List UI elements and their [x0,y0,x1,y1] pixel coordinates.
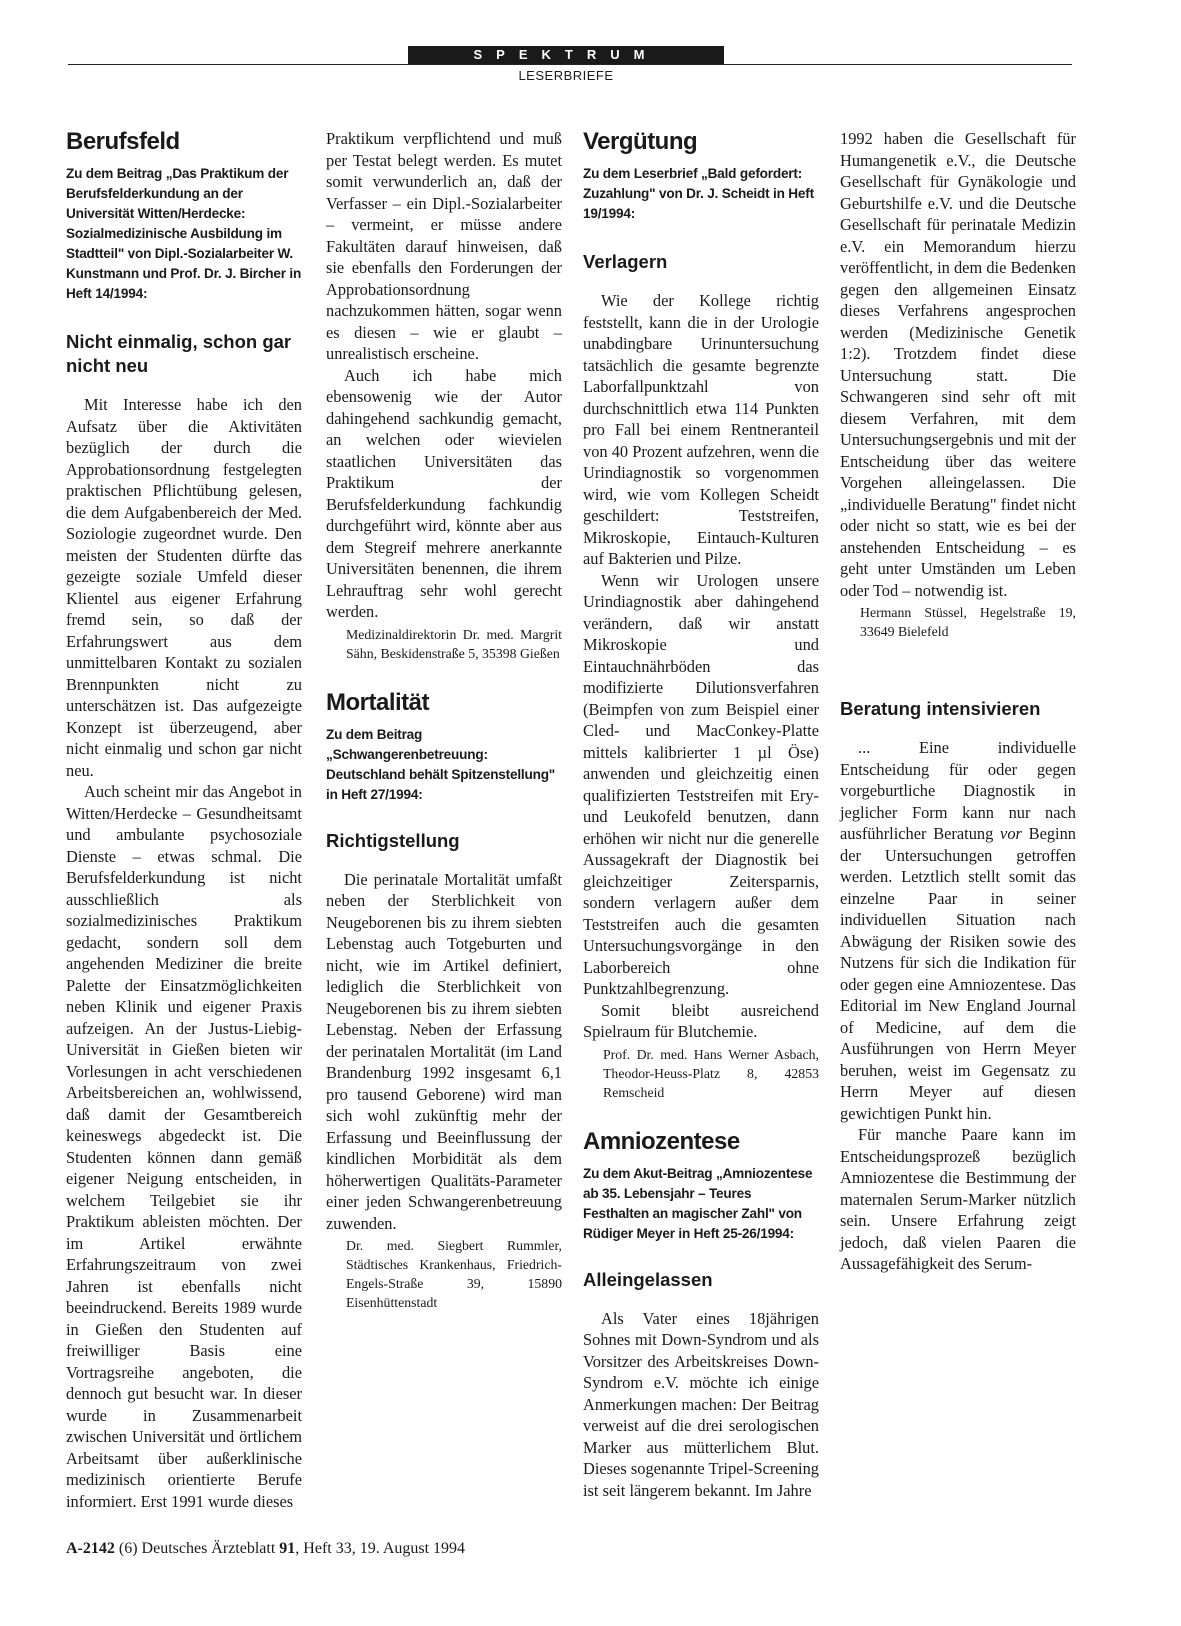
letter-title: Amniozentese [583,1127,740,1155]
paragraph: Als Vater eines 18jährigen Sohnes mit Down-Syndrom und als Vorsitzer des Arbeitskreises Down-Syndrom e.V. möchte ich einige Anmerkungen machen: Der Beitrag verweist auf die drei serologischen Marker aus mütterlichem Blut. Dieses sogenannte Tripel-Screening ist seit längerem bekannt. Im Jahre [583,1308,819,1500]
letter-subtitle: Alleingelassen [583,1268,713,1290]
paragraph: Auch ich habe mich ebensowenig wie der Autor dahingehend sachkundig gemacht, an welchen oder wievielen staatlichen Universitäten das Praktikum der Berufsfelderkundung fachkundig durchgeführt wird, könnte aber aus dem Stegreif mehrere anerkannte Universitäten benennen, die ihrem Lehrauftrag sehr wohl gerecht werden. [326,365,562,621]
paragraph: Mit Interesse habe ich den Aufsatz über die Aktivitäten bezüglich der durch die Approbationsordnung festgelegten praktischen Pflichtübung gelesen, die dem Aufgabenbereich der Med. Soziologie zugeordnet wurde. Den meisten der Studenten dürfte das gezeigte soziale Umfeld dieser Klientel aus eigener Erfahrung fremd sein, so daß der Erfahrungswert aus dem unmittelbaren Kontakt zu sozialen Brennpunkten nicht zu unterschätzen ist. Das aufgezeigte Konzept ist überzeugend, aber nicht einmalig und schon gar nicht neu. [66,395,302,780]
column-2 [326,128,562,1312]
letter-subtitle: Beratung intensivieren [840,698,1041,719]
letter-signature: Medizinaldirektorin Dr. med. Margrit Sähn, Beskidenstraße 5, 35398 Gießen [346,626,562,661]
paragraph: Wenn wir Urologen unsere Urindiagnostik aber dahingehend verändern, daß wir anstatt Mikroskopie und Eintauchnährböden das modifizierte Dilutionsverfahren (Beimpfen von zum Beispiel einer Cled- und MacConkey-Platte mittels kalibrierter 1 µl Öse) anwenden und gleichzeitig einen qualifizierten Teststreifen mit Ery- und Leukofeld benutzen, dann erhöhen wir nicht nur die generelle Aussagekraft der Diagnostik bei gleichzeitiger Zeitersparnis, sondern verlagern außer dem Teststreifen auch die gesamten Untersuchungsvorgänge in den Laborbereich ohne Punktzahlbegrenzung. [583,570,819,998]
issue-page: (6) [118,1540,138,1557]
text-run: Beginn der Untersuchungen getroffen werden. Letztlich stellt somit das einzelne Paar in seiner individuellen Situation nach Abwägung der Risiken sowie des Nutzens für sich die Indikation für oder gegen eine Amniozentese. Das Editorial im New England Journal of Medicine, auf dem die Ausführungen von Herrn Meyer beruhen, weist im Gegensatz zu Herrn Meyer auf diesen gewichtigen Punkt hin. [840,824,1076,1123]
paragraph: Für manche Paare kann im Entscheidungsprozeß bezüglich Amniozentese die Bestimmung der maternalen Serum-Marker nützlich sein. Unsere Erfahrung zeigt jedoch, daß vielen Paaren die Aussagefähigkeit des Serum- [840,1125,1076,1273]
paragraph [840,737,1076,1124]
text-run: ... Eine individuelle Entscheidung für oder gegen vorgeburtliche Diagnostik in jeglicher Form kann nur nach ausführlicher Beratung [840,738,1076,843]
page-number: A-2142 [66,1540,115,1557]
letter-signature: Hermann Stüssel, Hegelstraße 19, 33649 Bielefeld [860,605,1076,639]
page-footer [66,1540,465,1558]
letter-intro: Zu dem Leserbrief „Bald gefordert: Zuzahlung" von Dr. J. Scheidt in Heft 19/1994: [583,166,814,221]
letter-body [583,1308,819,1502]
header-rule [68,64,1072,65]
journal-name: Deutsches Ärzteblatt [141,1540,276,1557]
letter-body [326,869,562,1235]
letter-body [66,394,302,1512]
volume-number: 91 [279,1540,296,1557]
letter-subtitle: Nicht einmalig, schon gar nicht neu [66,331,292,376]
column-3 [583,128,819,1501]
letter-title: Mortalität [326,688,429,716]
letter-body-continued [326,128,562,623]
paragraph-continued: 1992 haben die Gesellschaft für Humangenetik e.V., die Deutsche Gesellschaft für Gynäkologie und Geburtshilfe e.V. und die Deutsche Gesellschaft für perinatale Medizin e.V. ein Memorandum hierzu veröffentlicht, in dem die Bedenken gegen den allgemeinen Einsatz dieses Verfahrens angesprochen werden (Medizinische Genetik 1:2). Trotzdem findet diese Untersuchung statt. Die Schwangeren sind sehr oft mit diesem Verfahren, mit dem Untersuchungsergebnis und mit der Entscheidung über das weitere Vorgehen alleingelassen. Die „individuelle Beratung" findet nicht oder nicht so statt, wie es bei der anstehenden Entscheidung – es geht unter Umständen um Leben oder Tod – notwendig ist. [840,129,1076,600]
paragraph-continued: Praktikum verpflichtend und muß per Testat belegt werden. Es mutet somit verwunderlich an, daß der Verfasser – ein Dipl.-Sozialarbeiter – vermeint, er müsse andere Fakultäten darauf hinweisen, daß sie ebenfalls den Forderungen der Approbationsordnung nachzukommen hätten, sogar wenn es diesen – wie er glaubt – unrealistisch erscheine. [326,129,562,363]
letter-title: Berufsfeld [66,128,180,155]
letter-intro: Zu dem Beitrag „Das Praktikum der Berufsfelderkundung an der Universität Witten/Herdecke: Sozialmedizinische Ausbildung im Stadtteil" von Dipl.-Sozialarbeiter W. Kunstmann und Prof. Dr. J. Bircher in Heft 14/1994: [66,166,302,301]
letter-body [583,290,819,1043]
column-1 [66,128,302,1512]
letter-intro: Zu dem Beitrag „Schwangerenbetreuung: Deutschland behält Spitzenstellung" in Heft 27/1994: [326,726,556,802]
column-4 [840,128,1076,1275]
letter-title: Vergütung [583,128,698,155]
emphasis: vor [1000,824,1022,843]
letter-subtitle: Verlagern [583,251,668,272]
letter-body [840,737,1076,1275]
footer-separator: , [295,1540,300,1557]
letter-body-continued [840,128,1076,601]
section-banner: SPEKTRUM [408,46,724,64]
letter-signature: Prof. Dr. med. Hans Werner Asbach, Theodor-Heuss-Platz 8, 42853 Remscheid [603,1046,819,1100]
paragraph: Wie der Kollege richtig feststellt, kann die in der Urologie unabdingbare Urinuntersuchung tatsächlich die gesamte begrenzte Laborfallpunktzahl von durchschnittlich etwa 114 Punkten pro Fall bei einem Rentneranteil von 40 Prozent aufzehren, wenn die Urindiagnostik so vorgenommen wird, wie vom Kollegen Scheidt geschildert: Teststreifen, Mikroskopie, Eintauch-Kulturen auf Bakterien und Pilze. [583,291,819,568]
letter-intro: Zu dem Akut-Beitrag „Amniozentese ab 35. Lebensjahr – Teures Festhalten an magischer Zahl" von Rüdiger Meyer in Heft 25-26/1994: [583,1165,813,1241]
section-category: LESERBRIEFE [518,68,614,83]
letter-verguetung [583,128,819,1102]
letter-amniozentese [583,1128,819,1502]
letter-berufsfeld [66,128,302,1512]
paragraph: Somit bleibt ausreichend Spielraum für Blutchemie. [583,1000,819,1041]
letter-signature: Dr. med. Siegbert Rummler, Städtisches Krankenhaus, Friedrich-Engels-Straße 39, 15890 Eisenhüttenstadt [346,1238,562,1310]
letter-subtitle: Richtigstellung [326,829,460,851]
paragraph: Die perinatale Mortalität umfaßt neben der Sterblichkeit von Neugeborenen bis zu ihrem siebten Lebenstag auch Totgeburten und nicht, wie im Artikel definiert, lediglich die Sterblichkeit von Neugeborenen bis zu ihrem siebten Lebenstag. Neben der Erfassung der perinatalen Mortalität (im Land Brandenburg 1992 insgesamt 6,1 pro tausend Geborene) wird man sich wohl zukünftig mehr der Erfassung und Beeinflussung der kindlichen Morbidität als dem höherwertigen Qualitäts-Parameter einer jeden Schwangerenbetreuung zuwenden. [326,869,562,1233]
paragraph: Auch scheint mir das Angebot in Witten/Herdecke – Gesundheitsamt und ambulante psychosoziale Dienste – etwas schmal. Die Berufsfelderkundung ist nicht ausschließlich als sozialmedizinisches Praktikum gedacht, sondern soll dem angehenden Mediziner die breite Palette der Einsatzmöglichkeiten neben Klinik und eigener Praxis aufzeigen. An der Justus-Liebig-Universität in Gießen bieten wir Vorlesungen in acht verschiedenen Arbeitsbereichen an, wohlwissend, daß damit der Gesamtbereich keineswegs abgedeckt ist. Die Studenten können dann gemäß eigener Neigung entscheiden, in welchem Teilgebiet sie ihr Praktikum ableisten möchten. Der im Artikel erwähnte Erfahrungszeitraum von zwei Jahren ist ebenfalls nicht beeindruckend. Bereits 1989 wurde in Gießen den Studenten auf freiwilliger Basis eine Vortragsreihe angeboten, die dennoch gut besucht war. In dieser wurde in Zusammenarbeit zwischen Universität und örtlichem Arbeitsamt über außerklinische medizinisch orientierte Berufe informiert. Erst 1991 wurde dieses [66,782,302,1511]
issue-date: Heft 33, 19. August 1994 [303,1540,466,1557]
letter-mortalitaet [326,689,562,1313]
